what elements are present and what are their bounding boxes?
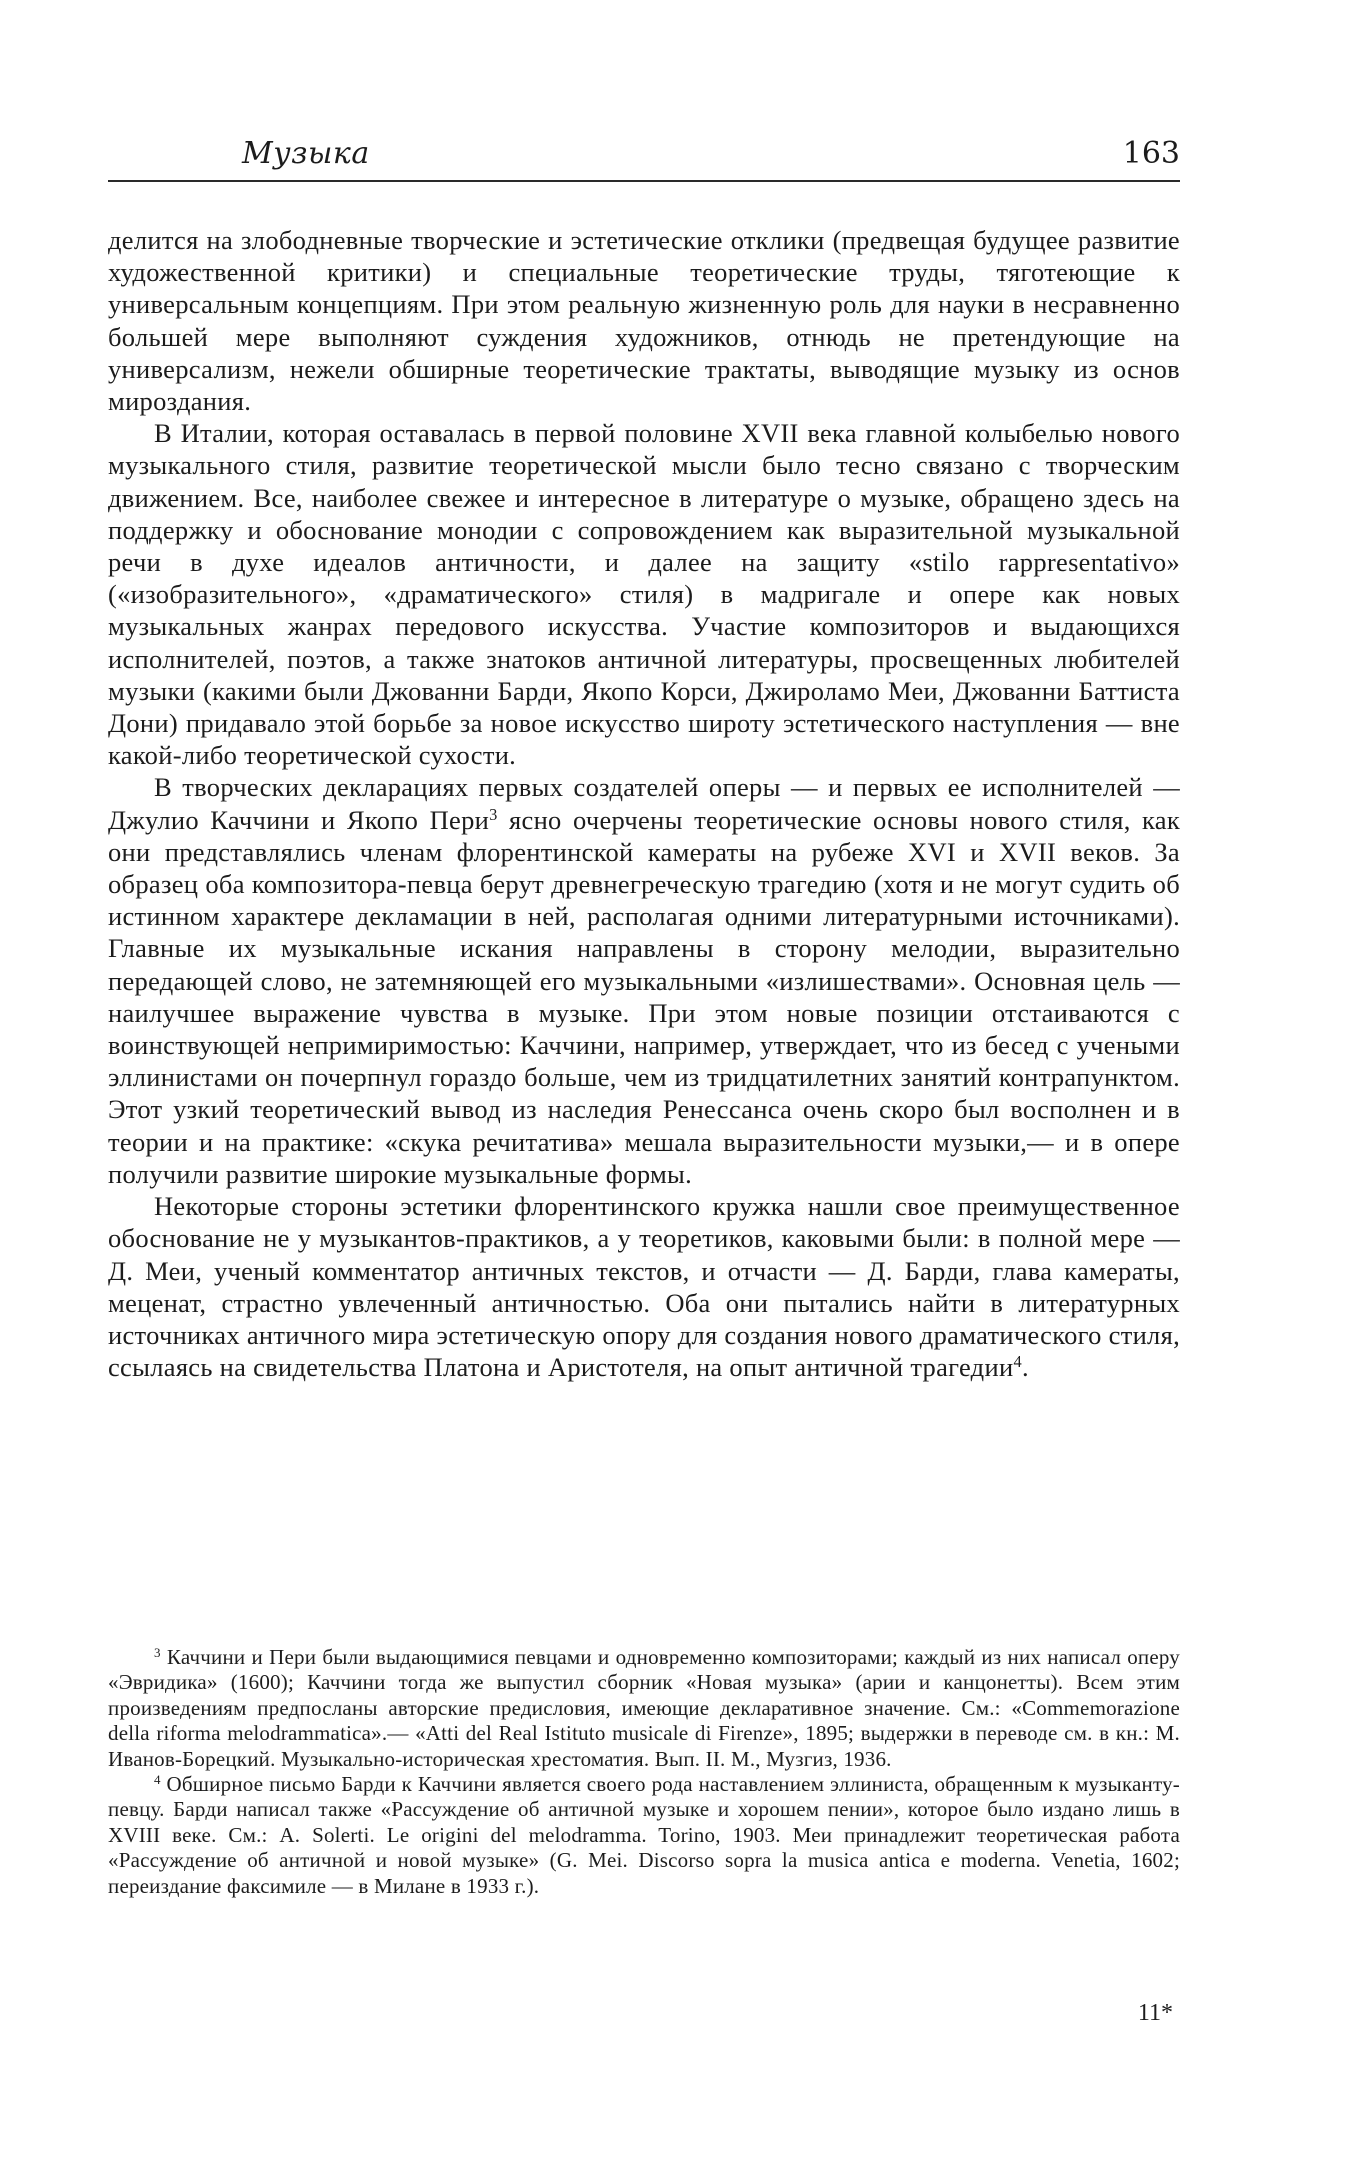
footnote-3 (108, 1645, 1180, 1772)
footnote-3-mark: 3 (154, 1644, 161, 1660)
running-title: Музыка (242, 136, 370, 171)
footnote-4 (108, 1772, 1180, 1899)
footnotes (108, 1645, 1180, 1899)
footnote-4-mark: 4 (154, 1771, 161, 1787)
paragraph-3-text-end: ясно очерчены теоретические основы нового стиля, как они представлялись членам флорентинской камераты на рубеже XVI и XVII веков. За образец оба композитора-певца берут древнегреческую трагедию (хотя и не могут судить об истинном характере декламации в ней, располагая одними литературными источниками). Главные их музыкальные искания направлены в сторону мелодии, выразительно передающей слово, не затемняющей его музыкальными «излишествами». Основная цель — наилучшее выражение чувства в музыке. При этом новые позиции отстаиваются с воинствующей непримиримостью: Каччини, например, утверждает, что из бесед с учеными эллинистами он почерпнул гораздо больше, чем из тридцатилетних занятий контрапунктом. Этот узкий теоретический вывод из наследия Ренессанса очень скоро был восполнен и в теории и на практике: «скука речитатива» мешала выразительности музыки,— и в опере получили развитие широкие музыкальные формы. (108, 804, 1180, 1189)
paragraph-4 (108, 1190, 1180, 1383)
paragraph-2-text: В Италии, которая оставалась в первой половине XVII века главной колыбелью нового музыкального стиля, развитие теоретической мысли было тесно связано с творческим движением. Все, наиболее свежее и интересное в литературе о музыке, обращено здесь на поддержку и обоснование монодии с сопровождением как выразительной музыкальной речи в духе идеалов античности, и далее на защиту «stilo rappresentativo» («изобразительного», «драматического» стиля) в мадригале и опере как новых музыкальных жанрах передового искусства. Участие композиторов и выдающихся исполнителей, поэтов, а также знатоков античной литературы, просвещенных любителей музыки (какими были Джованни Барди, Якопо Корси, Джироламо Меи, Джованни Баттиста Дони) придавало этой борьбе за новое искусство широту эстетического наступления — вне какой-либо теоретической сухости. (108, 418, 1180, 771)
paragraph-2 (108, 417, 1180, 771)
paragraph-4-text-start: Некоторые стороны эстетики флорентинского кружка нашли свое преимущественное обоснование не у музыкантов-практиков, а у теоретиков, каковыми были: в полной мере — Д. Меи, ученый комментатор античных текстов, и отчасти — Д. Барди, глава камераты, меценат, страстно увлеченный античностью. Оба они пытались найти в литературных источниках античного мира эстетическую опору для создания нового драматического стиля, ссылаясь на свидетельства Платона и Аристотеля, на опыт античной трагедии (108, 1191, 1180, 1383)
paragraph-3-text-start: В творческих декларациях первых создателей оперы — и первых ее исполнителей — Джулио Каччини и Якопо Пери (108, 772, 1180, 835)
footnote-3-text: Каччини и Пери были выдающимися певцами и одновременно композиторами; каждый из них написал оперу «Эвридика» (1600); Каччини тогда же выпустил сборник «Новая музыка» (арии и канцонетты). Всем этим произведениям предпосланы авторские предисловия, имеющие декларативное значение. См.: «Commemorazione della riforma melodrammatica».— «Atti del Real Istituto musicale di Firenze», 1895; выдержки в переводе см. в кн.: М. Иванов-Борецкий. Музыкально-историческая хрестоматия. Вып. II. М., Музгиз, 1936. (108, 1645, 1180, 1771)
signature-mark: 11* (1137, 2000, 1173, 2026)
page-number: 163 (1122, 136, 1180, 171)
paragraph-1 (108, 224, 1180, 417)
paragraph-1-text: делится на злободневные творческие и эстетические отклики (предвещая будущее развитие художественной критики) и специальные теоретические труды, тяготеющие к универсальным концепциям. При этом реальную жизненную роль для науки в несравненно большей мере выполняют суждения художников, отнюдь не претендующие на универсализм, нежели обширные теоретические трактаты, выводящие музыку из основ мироздания. (108, 225, 1180, 417)
footnote-ref-4: 4 (1013, 1352, 1022, 1372)
footnote-4-text: Обширное письмо Барди к Каччини является своего рода наставлением эллиниста, обращенным к музыканту-певцу. Барди написал также «Рассуждение об античной музыке и хорошем пении», которое было издано лишь в XVIII веке. См.: A. Solerti. Le origini del melodramma. Torino, 1903. Меи принадлежит теоретическая работа «Рассуждение об античной и новой музыке» (G. Mei. Discorso sopra la musica antica e moderna. Venetia, 1602; переиздание факсимиле — в Милане в 1933 г.). (108, 1772, 1180, 1898)
paragraph-4-text-end: . (1021, 1352, 1029, 1383)
running-head (108, 132, 1180, 182)
footnote-ref-3: 3 (489, 804, 498, 824)
paragraph-3 (108, 771, 1180, 1190)
main-text (108, 224, 1180, 1383)
